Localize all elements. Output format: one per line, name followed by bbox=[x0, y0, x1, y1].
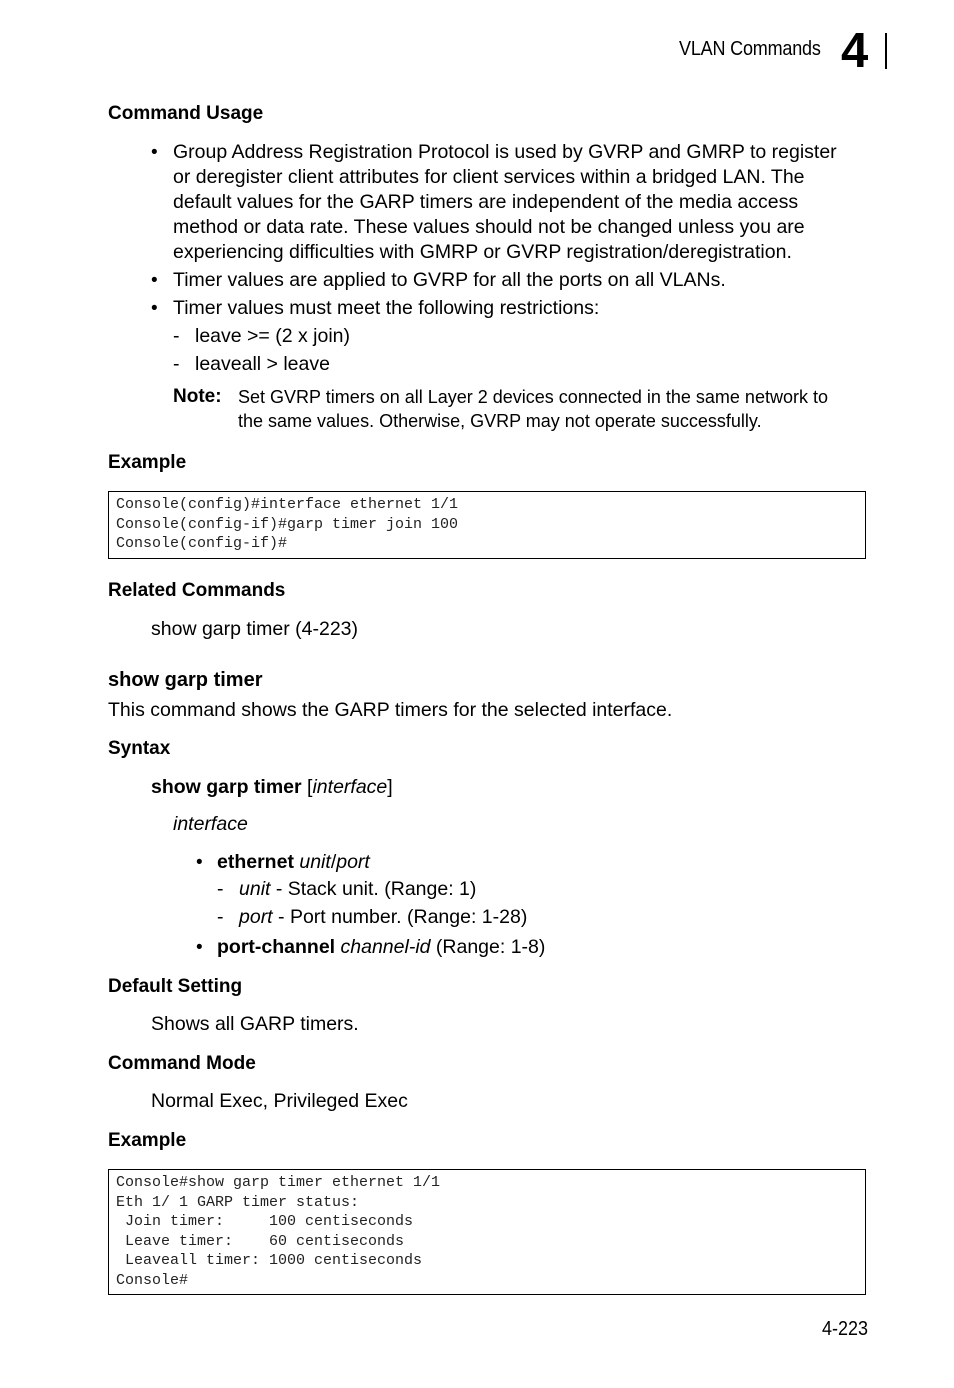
command-mode-text: Normal Exec, Privileged Exec bbox=[151, 1090, 408, 1112]
port-desc: - Port number. (Range: 1-28) bbox=[272, 906, 528, 928]
restriction-1: leave >= (2 x join) bbox=[195, 325, 351, 347]
usage-bullet-1-line-2: or deregister client attributes for client services within a bridged LAN. The bbox=[173, 166, 805, 188]
unit-description bbox=[239, 878, 476, 901]
unit-name: unit bbox=[239, 878, 271, 900]
ethernet-option bbox=[217, 851, 370, 874]
bullet-marker: • bbox=[151, 298, 158, 319]
unit-desc: - Stack unit. (Range: 1) bbox=[270, 878, 477, 900]
note-label: Note: bbox=[173, 386, 222, 407]
code-line: Eth 1/ 1 GARP timer status: bbox=[116, 1193, 360, 1211]
dash-marker: - bbox=[217, 906, 224, 928]
syntax-command: show garp timer bbox=[151, 776, 302, 798]
chapter-number: 4 bbox=[841, 24, 869, 78]
related-commands-heading: Related Commands bbox=[108, 580, 286, 601]
code-line: Console(config-if)#garp timer join 100 bbox=[116, 515, 459, 533]
restriction-2: leaveall > leave bbox=[195, 353, 330, 375]
syntax-param: interface bbox=[312, 776, 388, 798]
param-label bbox=[173, 813, 248, 836]
code-line: Leaveall timer: 1000 centiseconds bbox=[116, 1252, 423, 1269]
usage-bullet-1-line-1: Group Address Registration Protocol is used by GVRP and GMRP to register bbox=[173, 141, 837, 163]
command-mode-heading: Command Mode bbox=[108, 1053, 256, 1074]
default-setting-text: Shows all GARP timers. bbox=[151, 1013, 359, 1035]
syntax-line bbox=[151, 776, 393, 799]
bullet-marker: • bbox=[196, 937, 203, 958]
syntax-open-bracket: [ bbox=[301, 776, 313, 798]
command-usage-heading: Command Usage bbox=[108, 103, 264, 124]
page-number: 4-223 bbox=[822, 1318, 869, 1340]
bullet-marker: • bbox=[151, 270, 158, 291]
dash-marker: - bbox=[217, 878, 224, 900]
default-setting-heading: Default Setting bbox=[108, 976, 243, 997]
usage-bullet-1-line-4: method or data rate. These values should not be changed unless you are bbox=[173, 216, 805, 238]
ethernet-slash: / bbox=[330, 851, 337, 873]
code-line: Leave timer: 60 centiseconds bbox=[116, 1232, 405, 1250]
example-heading: Example bbox=[108, 452, 187, 473]
usage-bullet-1-line-5: experiencing difficulties with GMRP or GVRP registration/deregistration. bbox=[173, 241, 792, 263]
usage-bullet-1-line-3: default values for the GARP timers are independent of the media access bbox=[173, 191, 799, 213]
syntax-heading: Syntax bbox=[108, 738, 171, 759]
port-channel-option bbox=[217, 936, 545, 959]
command-title: show garp timer bbox=[108, 669, 263, 691]
code-line: Console(config-if)# bbox=[116, 535, 288, 552]
port-description bbox=[239, 906, 527, 929]
usage-bullet-2: Timer values are applied to GVRP for all the ports on all VLANs. bbox=[173, 269, 726, 291]
port-name: port bbox=[239, 906, 273, 928]
code-line: Join timer: 100 centiseconds bbox=[116, 1213, 414, 1230]
syntax-close-bracket: ] bbox=[387, 776, 393, 798]
param-label-text: interface bbox=[173, 813, 248, 835]
ethernet-keyword: ethernet bbox=[217, 851, 294, 873]
dash-marker: - bbox=[173, 325, 180, 347]
related-command-link[interactable]: show garp timer (4-223) bbox=[151, 618, 358, 640]
bullet-marker: • bbox=[196, 852, 203, 873]
ethernet-port: port bbox=[336, 851, 370, 873]
bullet-marker: • bbox=[151, 142, 158, 163]
ethernet-unit: unit bbox=[299, 851, 331, 873]
note-line-1: Set GVRP timers on all Layer 2 devices connected in the same network to bbox=[238, 387, 828, 407]
dash-marker: - bbox=[173, 353, 180, 375]
note-line-2: the same values. Otherwise, GVRP may not operate successfully. bbox=[238, 411, 762, 431]
code-line: Console(config)#interface ethernet 1/1 bbox=[116, 496, 459, 513]
port-channel-range: (Range: 1-8) bbox=[430, 936, 546, 958]
chapter-rule bbox=[885, 33, 887, 69]
example-heading: Example bbox=[108, 1130, 187, 1151]
code-line: Console#show garp timer ethernet 1/1 bbox=[116, 1174, 441, 1191]
code-line: Console# bbox=[116, 1271, 189, 1289]
code-example-2 bbox=[108, 1169, 866, 1295]
port-channel-arg: channel-id bbox=[340, 936, 431, 958]
code-example-1 bbox=[108, 491, 866, 559]
running-header-title: VLAN Commands bbox=[679, 38, 821, 60]
command-description: This command shows the GARP timers for the selected interface. bbox=[108, 699, 673, 721]
port-channel-keyword: port-channel bbox=[217, 936, 336, 958]
usage-bullet-3: Timer values must meet the following restrictions: bbox=[173, 297, 600, 319]
